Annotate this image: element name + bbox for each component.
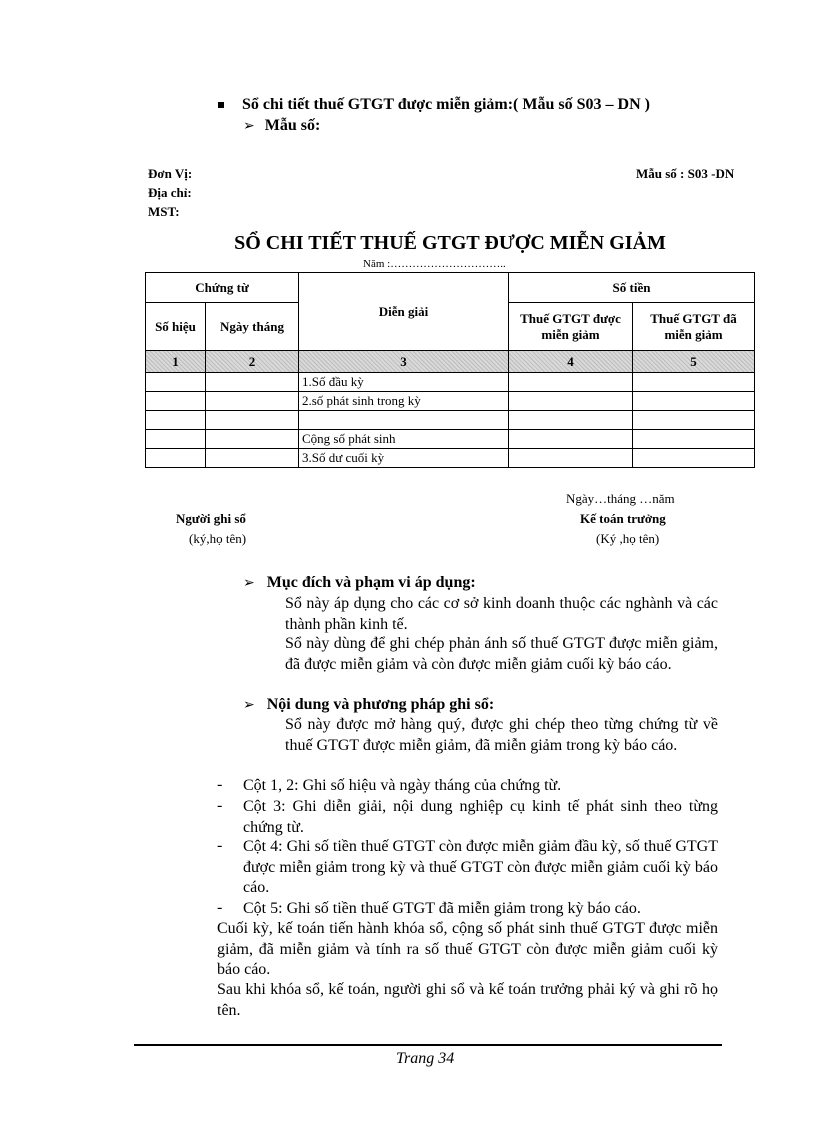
col-number: 2 [206,351,299,373]
page-number: Trang 34 [396,1050,455,1067]
table-row [146,430,755,449]
table-row [146,411,755,430]
row-label: 1.Số đầu kỳ [299,373,509,392]
ledger-table [145,272,755,468]
arrow-bullet-icon: ➢ [243,575,255,591]
subheading-text: Mẫu số: [264,117,321,134]
col-number: 3 [299,351,509,373]
ke-toan-truong-sub: (Ký ,họ tên) [596,531,660,546]
col5-header: Thuế GTGT đã miễn giảm [633,303,755,351]
nguoi-ghi-so-sub: (ký,họ tên) [189,531,247,546]
so-hieu-header: Số hiệu [146,303,206,351]
arrow-bullet-icon: ➢ [243,118,255,134]
dien-giai-header: Diễn giải [299,273,509,351]
muc-dich-heading [243,574,476,592]
row-label: 2.số phát sinh trong kỳ [299,392,509,411]
dash-bullet: - [217,899,223,916]
list-item: Cột 4: Ghi số tiền thuế GTGT còn được miễn giảm đầu kỳ, số thuế GTGT được miễn giảm trong kỳ và thuế GTGT còn được miễn giảm cuối kỳ báo cáo. [243,838,718,896]
table-row [146,373,755,392]
table-row [146,392,755,411]
muc-dich-paragraph-2: Sổ này dùng để ghi chép phản ánh số thuế GTGT được miễn giảm, đã được miễn giảm và còn được miễn giảm cuối kỳ báo cáo. [285,635,718,673]
nguoi-ghi-so-label: Người ghi sổ [176,511,246,526]
arrow-bullet-icon: ➢ [243,697,255,713]
row-label: 3.Số dư cuối kỳ [299,449,509,468]
form-title [0,232,816,255]
chung-tu-header: Chứng từ [146,273,299,303]
closing-paragraph-2: Sau khi khóa sổ, kế toán, người ghi sổ và kế toán trưởng phải ký và ghi rõ họ tên. [217,981,718,1019]
dash-bullet: - [217,776,223,793]
form-code: Mẫu số : S03 -DN [636,166,735,181]
ngay-thang-header: Ngày tháng [206,303,299,351]
ke-toan-truong-label: Kế toán trưởng [580,511,666,526]
noi-dung-heading [243,696,494,714]
col-number: 5 [633,351,755,373]
noi-dung-heading-text: Nội dung và phương pháp ghi sổ: [266,696,495,713]
header-row-1 [146,273,755,303]
form-title-text: SỔ CHI TIẾT THUẾ GTGT ĐƯỢC MIỄN GIẢM [234,232,666,254]
muc-dich-paragraph-1: Sổ này áp dụng cho các cơ sở kinh doanh thuộc các nghành và các thành phần kinh tế. [285,595,718,633]
row-label [299,411,509,430]
muc-dich-heading-text: Mục đích và phạm vi áp dụng: [266,574,476,591]
list-item: Cột 1, 2: Ghi số hiệu và ngày tháng của chứng từ. [243,777,562,794]
closing-paragraph-1: Cuối kỳ, kế toán tiến hành khóa sổ, cộng số phát sinh thuế GTGT được miễn giảm, đã miễn giảm và tính ra số thuế GTGT còn được miễn giảm cuối kỳ báo cáo. [217,920,718,978]
list-item: Cột 3: Ghi diễn giải, nội dung nghiệp cụ kinh tế phát sinh theo từng chứng từ. [243,798,718,836]
col-number: 1 [146,351,206,373]
table-row [146,449,755,468]
year-line: Năm :………………………….. [363,258,506,270]
row-label: Cộng số phát sinh [299,430,509,449]
mst-label: MST: [148,204,180,219]
square-bullet-icon [218,102,224,108]
column-number-row [146,351,755,373]
col-number: 4 [509,351,633,373]
date-line: Ngày…tháng …năm [566,491,675,506]
noi-dung-paragraph: Sổ này được mở hàng quý, được ghi chép theo từng chứng từ về thuế GTGT được miễn giảm, đã miễn giảm trong kỳ báo cáo. [285,716,718,754]
section-title: Sổ chi tiết thuế GTGT được miễn giảm:( Mẫu số S03 – DN ) [242,96,650,113]
footer-divider [134,1044,722,1046]
col4-header: Thuế GTGT được miễn giảm [509,303,633,351]
dia-chi-label: Địa chỉ: [148,185,192,200]
dash-bullet: - [217,797,223,814]
list-item: Cột 5: Ghi số tiền thuế GTGT đã miễn giảm trong kỳ báo cáo. [243,900,641,917]
don-vi-label: Đơn Vị: [148,166,193,181]
dash-bullet: - [217,837,223,854]
subheading [243,117,320,135]
section-heading [218,96,650,114]
so-tien-header: Số tiền [509,273,755,303]
